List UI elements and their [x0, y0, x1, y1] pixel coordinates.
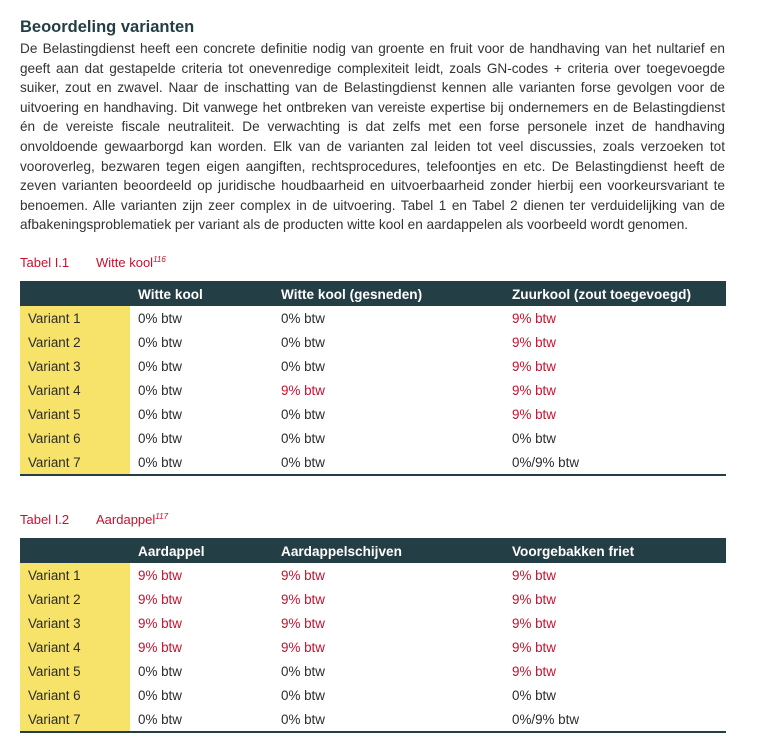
table-title: Aardappel [96, 512, 156, 527]
table-row [20, 611, 726, 635]
vat-rate-cell: 0% btw [512, 687, 556, 703]
vat-rate-cell: 9% btw [512, 310, 556, 326]
vat-rate-cell: 9% btw [281, 639, 325, 655]
table-caption [20, 255, 166, 270]
vat-rate-cell: 9% btw [512, 591, 556, 607]
variant-label: Variant 4 [20, 635, 130, 659]
vat-rate-cell: 9% btw [281, 567, 325, 583]
vat-rate-cell: 9% btw [512, 334, 556, 350]
vat-rate-cell: 0% btw [138, 687, 182, 703]
vat-rate-cell: 9% btw [512, 406, 556, 422]
vat-rate-cell: 0% btw [281, 310, 325, 326]
vat-rate-cell: 0% btw [281, 334, 325, 350]
vat-rate-cell: 9% btw [512, 382, 556, 398]
vat-rate-cell: 0% btw [138, 406, 182, 422]
column-header: Voorgebakken friet [504, 539, 726, 563]
variant-label: Variant 3 [20, 354, 130, 378]
table-row [20, 402, 726, 426]
vat-rate-cell: 0%/9% btw [504, 707, 726, 732]
vat-rate-cell: 9% btw [138, 591, 182, 607]
column-header: Zuurkool (zout toegevoegd) [504, 282, 726, 306]
vat-rate-cell: 0% btw [130, 707, 273, 732]
table-row [20, 707, 726, 732]
column-header: Aardappel [130, 539, 273, 563]
table-header-row [20, 539, 726, 563]
vat-rate-cell: 9% btw [281, 615, 325, 631]
variant-label: Variant 6 [20, 426, 130, 450]
variant-label: Variant 1 [20, 306, 130, 330]
variant-label: Variant 3 [20, 611, 130, 635]
vat-rate-cell: 0% btw [138, 310, 182, 326]
table-title: Witte kool [96, 255, 154, 270]
vat-rate-cell: 0% btw [273, 450, 504, 475]
column-header: Witte kool (gesneden) [273, 282, 504, 306]
table-row [20, 635, 726, 659]
vat-rate-cell: 9% btw [512, 615, 556, 631]
variant-label: Variant 1 [20, 563, 130, 587]
variant-label: Variant 6 [20, 683, 130, 707]
variant-label: Variant 5 [20, 659, 130, 683]
table-row [20, 354, 726, 378]
vat-rate-cell: 9% btw [281, 591, 325, 607]
vat-rate-cell: 0% btw [273, 707, 504, 732]
vat-rate-cell: 0% btw [281, 358, 325, 374]
variant-label: Variant 2 [20, 330, 130, 354]
column-header: Aardappelschijven [273, 539, 504, 563]
section-heading: Beoordeling varianten [20, 18, 195, 36]
table-row [20, 659, 726, 683]
vat-rate-cell: 9% btw [138, 639, 182, 655]
variant-label: Variant 7 [20, 707, 130, 732]
variant-label: Variant 4 [20, 378, 130, 402]
table-header-row [20, 282, 726, 306]
footnote-ref: 116 [153, 255, 166, 264]
vat-rate-cell: 0% btw [138, 663, 182, 679]
table-row [20, 683, 726, 707]
table-row [20, 563, 726, 587]
table-row [20, 306, 726, 330]
table-row [20, 587, 726, 611]
vat-rate-cell: 0% btw [281, 406, 325, 422]
vat-rate-cell: 9% btw [512, 639, 556, 655]
vat-rate-cell: 9% btw [512, 358, 556, 374]
vat-rate-cell: 0% btw [130, 450, 273, 475]
column-header [20, 282, 130, 306]
table-number: Tabel I.1 [20, 255, 70, 270]
variant-label: Variant 7 [20, 450, 130, 475]
body-paragraph: De Belastingdienst heeft een concrete definitie nodig van groente en fruit voor de handhaving van het nultarief en geeft aan dat gestapelde criteria tot onevenredige complexiteit leidt, zoals GN-codes + criteria over toegevoegde suiker, zout en zwavel. Naar de inschatting van de Belastingdienst kennen alle varianten forse gevolgen voor de uitvoering en handhaving. Dit vanwege het ontbreken van vereiste expertise bij ondernemers en de Belastingdienst én de vereiste fiscale neutraliteit. De verwachting is dat zelfs met een forse personele inzet de handhaving onvoldoende gewaarborgd kan worden. Elk van de varianten zal leiden tot veel discussies, zoals verzoeken tot vooroverleg, bezwaren tegen eigen aangiften, rechtsprocedures, telefoontjes en etc. De Belastingdienst heeft de zeven varianten beoordeeld op juridische houdbaarheid en uitvoerbaarheid zonder hierbij een voorkeursvariant te benoemen. Alle varianten zijn zeer complex in de uitvoering. Tabel 1 en Tabel 2 dienen ter verduidelijking van de afbakeningsproblematiek per variant als de producten witte kool en aardappelen als voorbeeld wordt genomen. [20, 41, 725, 233]
variant-label: Variant 2 [20, 587, 130, 611]
vat-rate-cell: 0%/9% btw [504, 450, 726, 475]
vat-rate-cell: 0% btw [138, 382, 182, 398]
vat-rate-cell: 0% btw [281, 663, 325, 679]
footnote-ref: 117 [155, 512, 169, 521]
table-row [20, 450, 726, 475]
vat-table-aardappel [20, 538, 726, 733]
vat-rate-cell: 9% btw [138, 615, 182, 631]
table-row [20, 330, 726, 354]
vat-rate-cell: 0% btw [138, 358, 182, 374]
table-number: Tabel I.2 [20, 512, 70, 527]
column-header: Witte kool [130, 282, 273, 306]
vat-rate-cell: 0% btw [281, 687, 325, 703]
table-row [20, 378, 726, 402]
vat-rate-cell: 9% btw [512, 663, 556, 679]
vat-rate-cell: 0% btw [138, 334, 182, 350]
table-row [20, 426, 726, 450]
vat-rate-cell: 0% btw [138, 430, 182, 446]
column-header [20, 539, 130, 563]
vat-rate-cell: 0% btw [281, 430, 325, 446]
vat-rate-cell: 9% btw [138, 567, 182, 583]
vat-table-witte-kool [20, 281, 726, 476]
vat-rate-cell: 9% btw [281, 382, 325, 398]
table-caption [20, 512, 168, 527]
vat-rate-cell: 9% btw [512, 567, 556, 583]
vat-rate-cell: 0% btw [512, 430, 556, 446]
variant-label: Variant 5 [20, 402, 130, 426]
